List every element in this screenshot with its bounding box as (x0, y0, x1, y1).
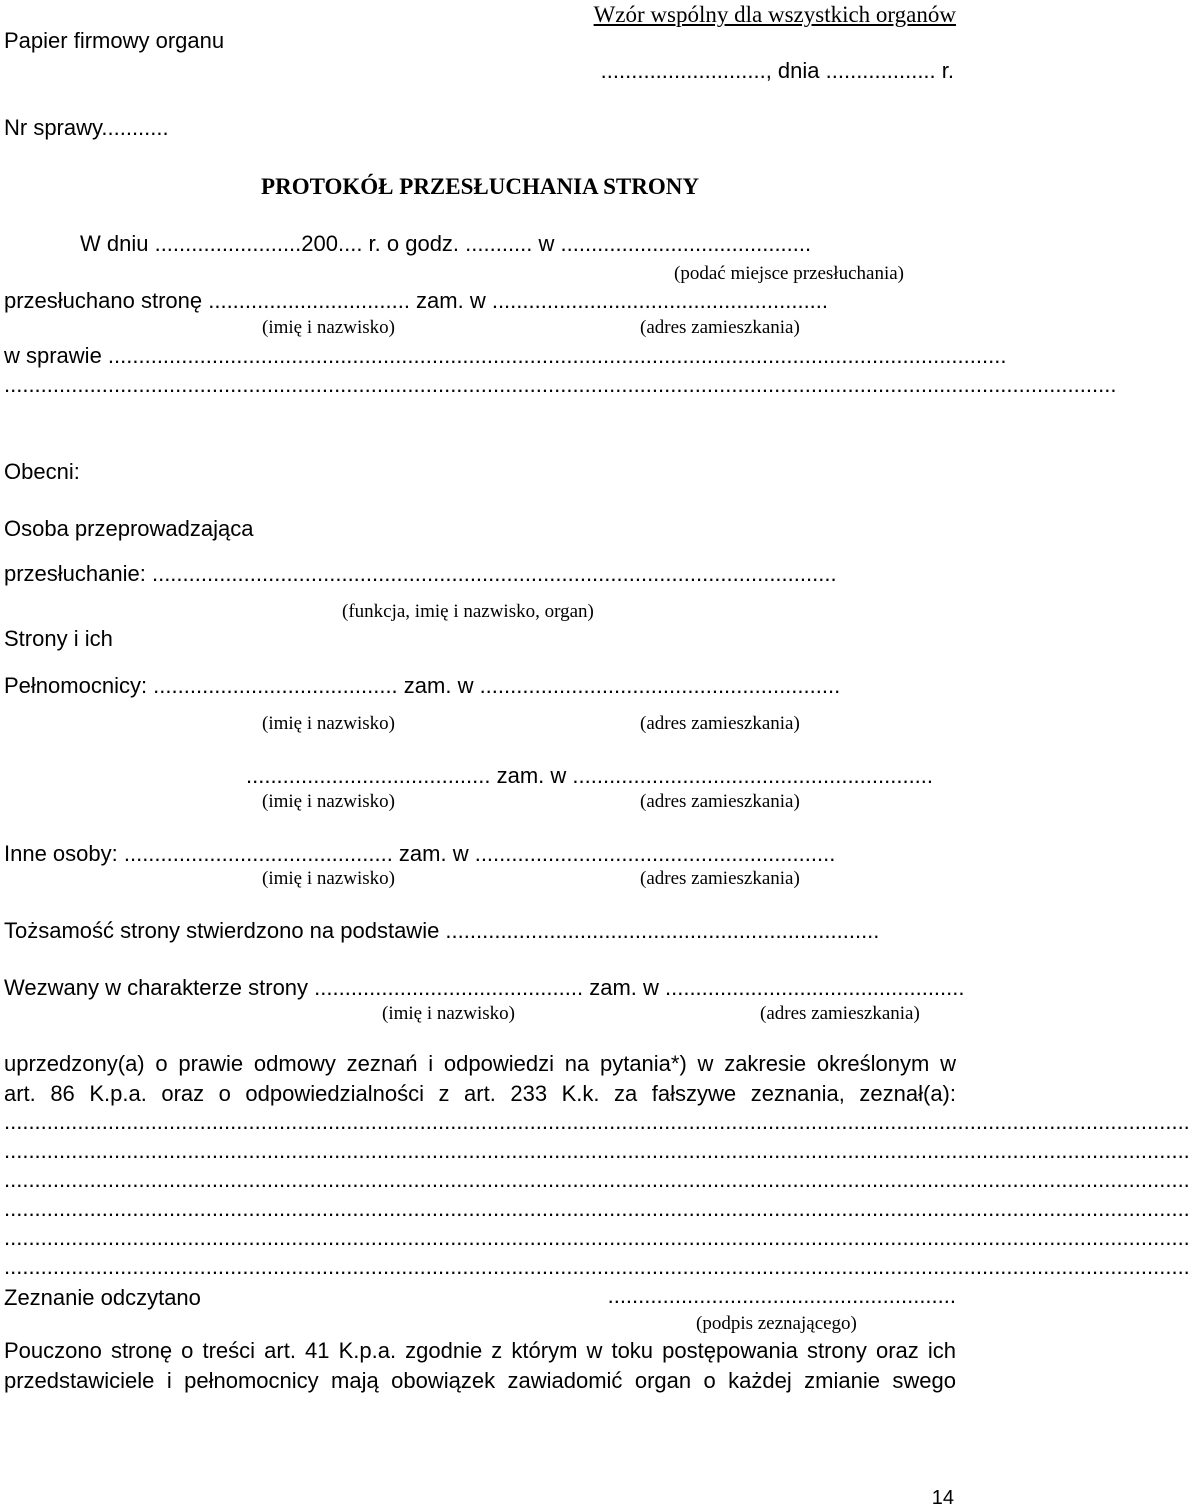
others-line: Inne osoby: ............................................ zam. w ........................................................... (4, 841, 836, 866)
testimony-line: .................................................................................................................................................................................................. (4, 1109, 1190, 1134)
reading-label: Zeznanie odczytano (4, 1285, 201, 1310)
instruction-line-1: Pouczono stronę o treści art. 41 K.p.a. zgodnie z którym w toku postępowania strony oraz ich (4, 1338, 956, 1363)
identity-line: Tożsamość strony stwierdzono na podstawie ....................................................................... (4, 918, 880, 943)
testimony-line: .................................................................................................................................................................................................. (4, 1138, 1190, 1163)
warning-line-2: art. 86 K.p.a. oraz o odpowiedzialności z art. 233 K.k. za fałszywe zeznania, zeznał(a): (4, 1081, 956, 1106)
testimony-line: .................................................................................................................................................................................................. (4, 1254, 1190, 1279)
parties-address-hint-1: (adres zamieszkania) (640, 713, 800, 734)
page-number: 14 (931, 1487, 954, 1509)
page-title: PROTOKÓŁ PRZESŁUCHANIA STRONY (261, 174, 699, 199)
matter-line: w sprawie ................................................................................................................................................... (4, 343, 1007, 368)
conductor-label: Osoba przeprowadzająca (4, 516, 254, 541)
summoned-address-hint: (adres zamieszkania) (760, 1003, 920, 1024)
others-address-hint: (adres zamieszkania) (640, 868, 800, 889)
conductor-line: przesłuchanie: ................................................................................................................ (4, 561, 837, 586)
present-heading: Obecni: (4, 459, 80, 484)
parties-label: Strony i ich (4, 626, 113, 651)
signature-line: ......................................................... (607, 1283, 956, 1308)
parties-line-2: ........................................ zam. w ........................................................... (246, 763, 934, 788)
name-hint: (imię i nazwisko) (262, 317, 395, 338)
parties-name-hint-1: (imię i nazwisko) (262, 713, 395, 734)
testimony-line: .................................................................................................................................................................................................. (4, 1167, 1190, 1192)
warning-line-1: uprzedzony(a) o prawie odmowy zeznań i odpowiedzi na pytania*) w zakresie określonym w (4, 1051, 956, 1076)
case-number: Nr sprawy........... (4, 115, 169, 140)
testimony-line: .................................................................................................................................................................................................. (4, 1225, 1190, 1250)
parties-address-hint-2: (adres zamieszkania) (640, 791, 800, 812)
summoned-name-hint: (imię i nazwisko) (382, 1003, 515, 1024)
testimony-line: .................................................................................................................................................................................................. (4, 1196, 1190, 1221)
hearing-when-line: W dniu ........................200.... r. o godz. ........... w ......................................... (80, 231, 812, 256)
template-note: Wzór wspólny dla wszystkich organów (593, 2, 956, 27)
heard-party-line: przesłuchano stronę ................................. zam. w ....................................................... (4, 288, 829, 313)
address-hint: (adres zamieszkania) (640, 317, 800, 338)
signature-hint: (podpis zeznającego) (696, 1313, 857, 1334)
place-hint: (podać miejsce przesłuchania) (674, 263, 904, 284)
instruction-line-2: przedstawiciele i pełnomocnicy mają obowiązek zawiadomić organ o każdej zmianie swego (4, 1368, 956, 1393)
parties-name-hint-2: (imię i nazwisko) (262, 791, 395, 812)
parties-line-1: Pełnomocnicy: ........................................ zam. w ........................................................... (4, 673, 841, 698)
matter-continuation: ...................................................................................................................................................................................... (4, 372, 1117, 397)
conductor-hint: (funkcja, imię i nazwisko, organ) (342, 601, 594, 622)
others-name-hint: (imię i nazwisko) (262, 868, 395, 889)
letterhead: Papier firmowy organu (4, 28, 225, 53)
summoned-line: Wezwany w charakterze strony ............................................ zam. w ................................................. (4, 975, 965, 1000)
date-line: ..........................., dnia .................. r. (600, 58, 954, 83)
